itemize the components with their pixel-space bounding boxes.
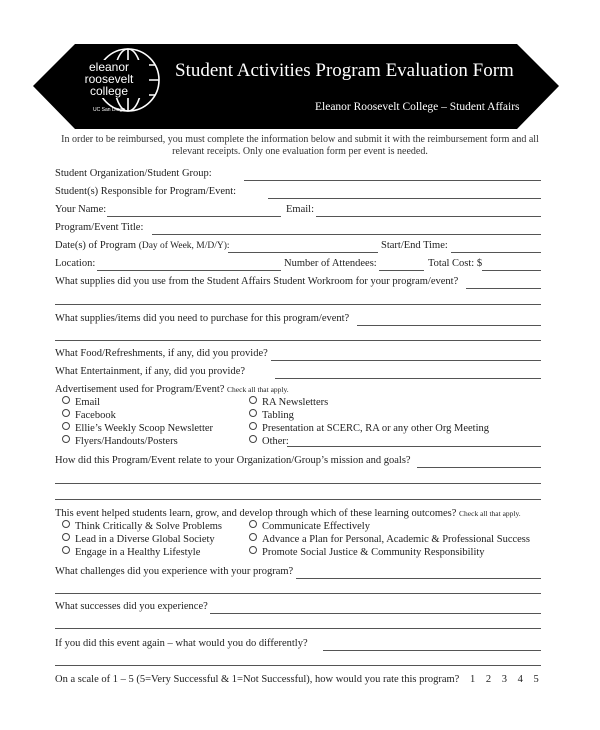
advert-option-flyers[interactable]	[62, 435, 178, 447]
checkbox-icon	[249, 533, 257, 541]
outcome-option-lead[interactable]	[62, 533, 215, 545]
title-label: Program/Event Title:	[55, 222, 144, 233]
scale-option-1[interactable]: 1	[469, 674, 476, 685]
outcomes-question	[55, 508, 521, 519]
email-input[interactable]	[316, 216, 541, 217]
checkbox-icon	[249, 396, 257, 404]
advertisement-label: Advertisement used for Program/Event?	[55, 384, 225, 395]
logo-line-2: roosevelt	[84, 72, 134, 86]
advert-option-presentation[interactable]	[249, 422, 489, 434]
start-end-input[interactable]	[451, 252, 541, 253]
option-label: Tabling	[262, 410, 294, 421]
date-label-main: Date(s) of Program	[55, 240, 137, 251]
checkbox-icon	[62, 396, 70, 404]
challenges-answer[interactable]	[296, 578, 541, 579]
option-label: RA Newsletters	[262, 397, 329, 408]
total-cost-label: Total Cost: $	[428, 258, 483, 269]
scale-question	[55, 674, 539, 685]
check-all-note: Check all that apply.	[227, 385, 289, 394]
location-input[interactable]	[97, 270, 281, 271]
scale-option-3[interactable]: 3	[501, 674, 507, 685]
checkbox-icon	[249, 435, 257, 443]
header-banner	[33, 44, 559, 129]
entertainment-question: What Entertainment, if any, did you provide?	[55, 366, 246, 377]
check-all-note-2: Check all that apply.	[459, 509, 521, 518]
supplies-purchase-question: What supplies/items did you need to purchase for this program/event?	[55, 313, 350, 324]
outcome-option-healthy[interactable]	[62, 546, 200, 558]
checkbox-icon	[62, 409, 70, 417]
responsible-label: Student(s) Responsible for Program/Event:	[55, 186, 237, 197]
option-label: Promote Social Justice & Community Responsibility	[262, 547, 485, 558]
date-hint: (Day of Week, M/D/Y):	[138, 241, 230, 251]
outcome-option-justice[interactable]	[249, 546, 485, 558]
option-label: Flyers/Handouts/Posters	[75, 436, 178, 447]
logo-line-1: eleanor	[88, 60, 130, 74]
checkbox-icon	[62, 435, 70, 443]
option-label: Lead in a Diverse Global Society	[75, 534, 215, 545]
option-label: Presentation at SCERC, RA or any other Org Meeting	[262, 423, 489, 434]
responsible-input[interactable]	[268, 198, 541, 199]
advert-other-input[interactable]	[287, 446, 541, 447]
advert-option-tabling[interactable]	[249, 409, 294, 421]
food-question: What Food/Refreshments, if any, did you provide?	[55, 348, 268, 359]
mission-answer-2[interactable]	[55, 483, 541, 484]
option-label: Communicate Effectively	[262, 521, 370, 532]
advert-option-newsletter[interactable]	[62, 422, 213, 434]
again-question: If you did this event again – what would you do differently?	[55, 638, 308, 649]
supplies-workroom-answer-2[interactable]	[55, 304, 541, 305]
option-label: Ellie’s Weekly Scoop Newsletter	[75, 423, 214, 434]
successes-question: What successes did you experience?	[55, 601, 208, 612]
supplies-purchase-answer[interactable]	[357, 325, 541, 326]
option-label: Other:	[262, 436, 289, 447]
checkbox-icon	[249, 422, 257, 430]
logo-line-3: college	[89, 84, 129, 98]
option-label: Think Critically & Solve Problems	[75, 521, 222, 532]
outcome-option-advance[interactable]	[249, 533, 530, 545]
outcome-option-communicate[interactable]	[249, 520, 370, 532]
attendees-input[interactable]	[379, 270, 424, 271]
again-answer[interactable]	[323, 650, 541, 651]
advert-option-facebook[interactable]	[62, 409, 116, 421]
name-label: Your Name:	[55, 204, 107, 215]
form-subtitle: Eleanor Roosevelt College – Student Affairs	[315, 101, 520, 113]
entertainment-answer[interactable]	[275, 378, 541, 379]
scale-option-5[interactable]: 5	[533, 674, 539, 685]
name-input[interactable]	[107, 216, 281, 217]
advert-option-ra-newsletters[interactable]	[249, 396, 328, 408]
org-input[interactable]	[244, 180, 541, 181]
logo	[69, 60, 149, 98]
option-label: Advance a Plan for Personal, Academic & Professional Success	[262, 534, 530, 545]
email-label: Email:	[286, 204, 314, 215]
successes-answer-2[interactable]	[55, 628, 541, 629]
advertisement-question	[55, 384, 289, 395]
intro-text: In order to be reimbursed, you must complete the information below and submit it with the reimbursement form and all relevant receipts. Only one evaluation form per event is needed.	[61, 134, 539, 157]
title-input[interactable]	[152, 234, 541, 235]
form-title: Student Activities Program Evaluation Form	[175, 60, 514, 81]
challenges-question: What challenges did you experience with your program?	[55, 566, 294, 577]
supplies-workroom-answer[interactable]	[466, 288, 541, 289]
scale-option-4[interactable]: 4	[517, 674, 523, 685]
scale-option-2[interactable]: 2	[485, 674, 492, 685]
scale-label: On a scale of 1 – 5 (5=Very Successful & 1=Not Successful), how would you rate this program?	[55, 674, 460, 685]
checkbox-icon	[249, 546, 257, 554]
successes-answer[interactable]	[210, 613, 541, 614]
total-cost-input[interactable]	[482, 270, 541, 271]
outcomes-label: This event helped students learn, grow, and develop through which of these learning outcomes?	[55, 508, 457, 519]
mission-answer-3[interactable]	[55, 499, 541, 500]
supplies-purchase-answer-2[interactable]	[55, 340, 541, 341]
option-label: Email	[75, 397, 101, 408]
location-label: Location:	[55, 258, 96, 269]
date-input[interactable]	[228, 252, 378, 253]
outcome-option-critical[interactable]	[62, 520, 222, 532]
supplies-workroom-question: What supplies did you use from the Student Affairs Student Workroom for your program/event?	[55, 276, 459, 287]
checkbox-icon	[62, 546, 70, 554]
checkbox-icon	[62, 533, 70, 541]
advert-option-other[interactable]	[249, 435, 289, 447]
food-answer[interactable]	[271, 360, 541, 361]
date-label	[55, 240, 230, 251]
checkbox-icon	[249, 520, 257, 528]
org-label: Student Organization/Student Group:	[55, 168, 212, 179]
checkbox-icon	[62, 422, 70, 430]
logo-tagline: UC San Diego	[93, 107, 125, 113]
checkbox-icon	[62, 520, 70, 528]
checkbox-icon	[249, 409, 257, 417]
challenges-answer-2[interactable]	[55, 593, 541, 594]
option-label: Engage in a Healthy Lifestyle	[75, 547, 201, 558]
start-end-label: Start/End Time:	[381, 240, 448, 251]
mission-answer[interactable]	[417, 467, 541, 468]
option-label: Facebook	[75, 410, 116, 421]
again-answer-2[interactable]	[55, 665, 541, 666]
mission-question: How did this Program/Event relate to your Organization/Group’s mission and goals?	[55, 455, 411, 466]
advert-option-email[interactable]	[62, 396, 100, 408]
attendees-label: Number of Attendees:	[284, 258, 377, 269]
